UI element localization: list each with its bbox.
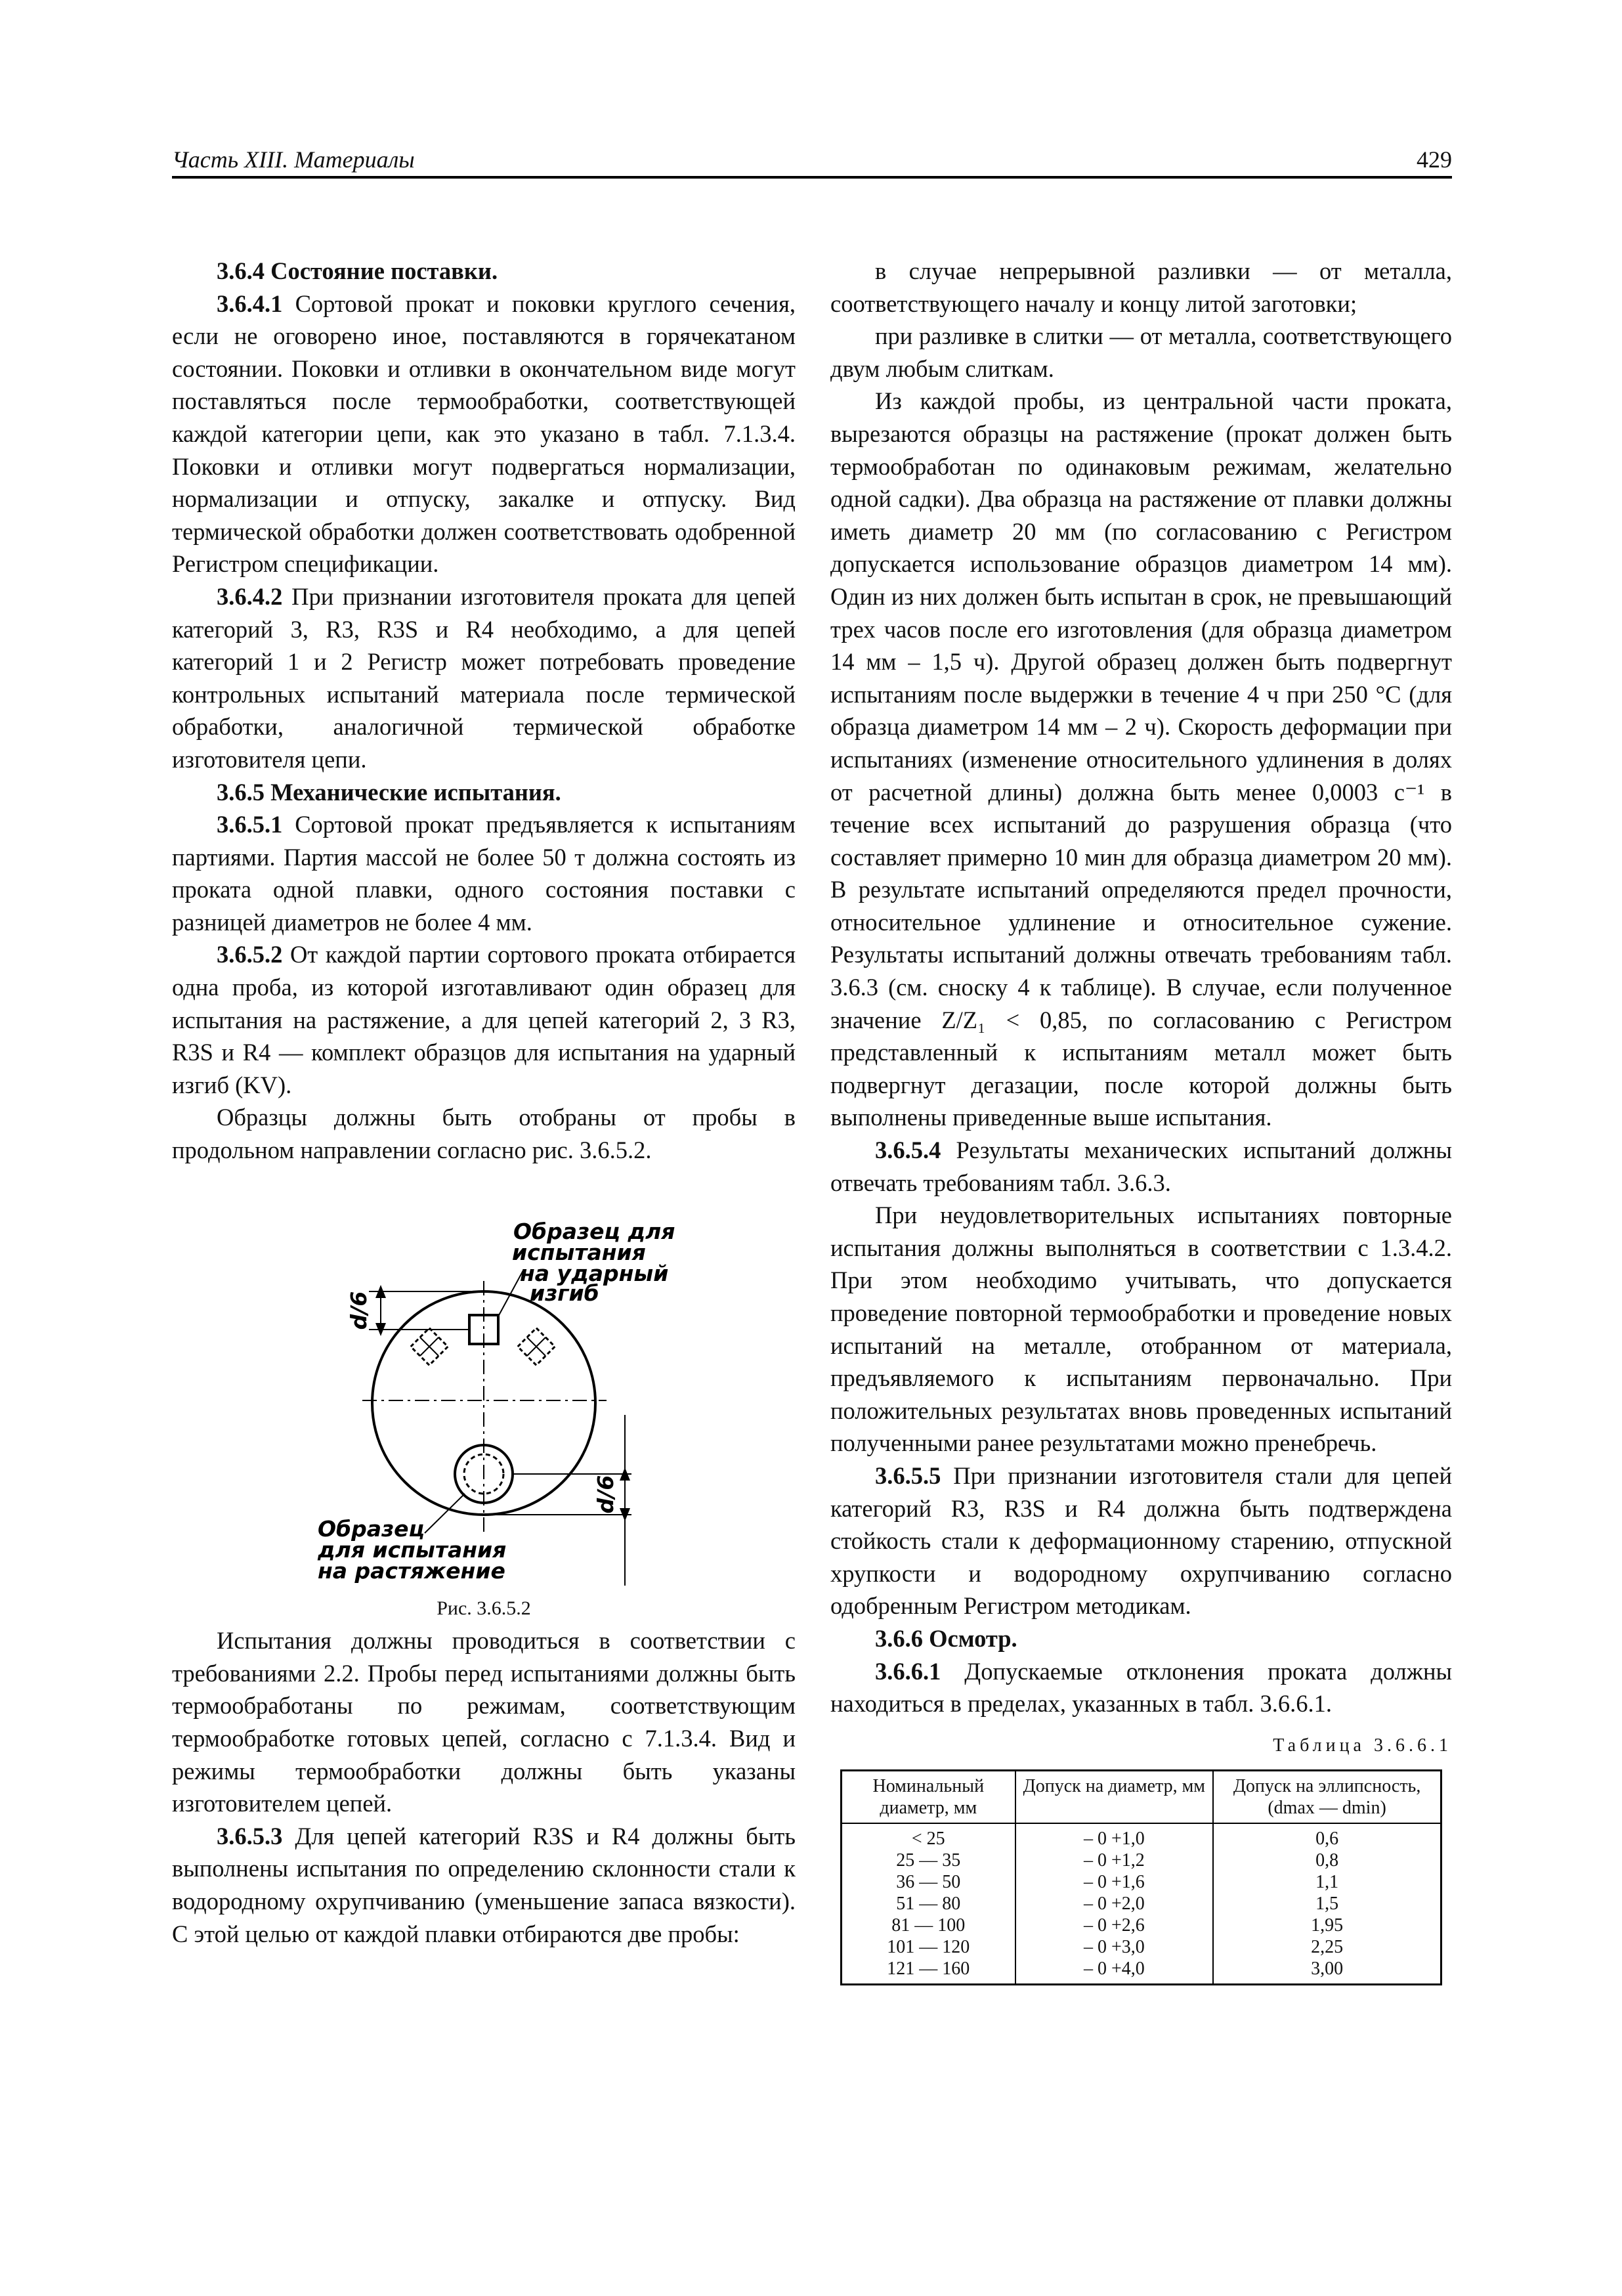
paragraph-text: Механические испытания. [265, 778, 561, 806]
right-column [830, 255, 1452, 1985]
impact-label-line-3: на ударный [520, 1260, 669, 1286]
table-header-cell: Допуск на эллипсность, (dmax — dmin) [1213, 1771, 1441, 1824]
figure-caption: Рис. 3.6.5.2 [437, 1597, 531, 1619]
clause-number: 3.6.6 [875, 1624, 923, 1652]
paragraph-text: Сортовой прокат и поковки круглого сечения, если не оговорено иное, поставляются в горячекатаном состоянии. Поковки и отливки в окончательном виде могут поставляться после термообработки, соответствующей каждой категории цепи, как это указано в табл. 7.1.3.4. Поковки и отливки могут подвергаться нормализации, нормализации и отпуску, закалке и отпуску. Вид термической обработки должен соответствовать одобренной Регистром спецификации. [172, 290, 796, 578]
paragraph [830, 1199, 1452, 1460]
header-rule [172, 176, 1452, 179]
table-cell: 81 — 100 [842, 1915, 1015, 1936]
dim-right-label: d/6 [593, 1475, 618, 1513]
clause-number: 3.6.5.2 [217, 941, 283, 968]
table-cell: 1,1 [1213, 1871, 1441, 1893]
right-text [830, 255, 1452, 1720]
tensile-label-line-1: Образец [318, 1515, 425, 1542]
dim-top-label: d/6 [346, 1291, 372, 1330]
paragraph [172, 1624, 796, 1820]
table-cell: – 0 +1,2 [1015, 1850, 1214, 1871]
impact-label-line-4: изгиб [530, 1280, 599, 1306]
table-cell: – 0 +1,0 [1015, 1823, 1214, 1850]
impact-specimen-diamond-right [518, 1328, 555, 1365]
section-heading [172, 255, 796, 288]
paragraph [830, 320, 1452, 385]
paragraph-text: При признании изготовителя проката для цепей категорий 3, R3, R3S и R4 необходимо, а для цепей категорий 1 и 2 Регистр может потребовать проведение контрольных испытаний материала после термической обработки, аналогичной термической обработке изготовителя цепи. [172, 582, 796, 773]
section-heading [830, 1622, 1452, 1655]
bar-cross-section-circle [372, 1291, 595, 1515]
table-cell: 121 — 160 [842, 1958, 1015, 1985]
table-header-cell: Номинальный диаметр, мм [842, 1771, 1015, 1824]
paragraph [830, 1460, 1452, 1622]
clause-number: 3.6.5.3 [217, 1822, 283, 1850]
table-cell: 1,5 [1213, 1893, 1441, 1915]
bar-cross-section-diagram [172, 1218, 796, 1592]
tensile-label-line-2: для испытания [318, 1536, 507, 1563]
clause-number: 3.6.4.2 [217, 582, 283, 610]
clause-number: 3.6.5 [217, 778, 265, 806]
table-cell: – 0 +2,6 [1015, 1915, 1214, 1936]
tolerance-table [840, 1769, 1442, 1985]
clause-number: 3.6.6.1 [875, 1657, 941, 1685]
left-text-before-figure [172, 255, 796, 1167]
paragraph [172, 1820, 796, 1950]
table-title: Таблица 3.6.6.1 [1273, 1735, 1452, 1756]
table-header-row [842, 1771, 1441, 1824]
paragraph [172, 580, 796, 776]
table-cell: 101 — 120 [842, 1936, 1015, 1958]
paragraph-text: Допускаемые отклонения проката должны находиться в пределах, указанных в табл. 3.6.6.1. [830, 1657, 1452, 1718]
table-cell: 25 — 35 [842, 1850, 1015, 1871]
paragraph-text: Для цепей категорий R3S и R4 должны быть выполнены испытания по определению склонности стали к водородному охрупчиванию (уменьшение запаса вязкости). С этой целью от каждой плавки отбираются две пробы: [172, 1822, 796, 1947]
impact-label-line-2: испытания [512, 1239, 646, 1265]
left-column [172, 255, 796, 1950]
clause-number: 3.6.5.5 [875, 1462, 941, 1489]
table-row [842, 1871, 1441, 1893]
paragraph-text: при разливке в слитки — от металла, соответствующего двум любым слиткам. [830, 322, 1452, 382]
paragraph-text: Сортовой прокат предъявляется к испытаниям партиями. Партия массой не более 50 т должна состоять из проката одной плавки, одного состояния поставки с разницей диаметров не более 4 мм. [172, 811, 796, 936]
paragraph [172, 938, 796, 1101]
table-cell: 1,95 [1213, 1915, 1441, 1936]
table-row [842, 1915, 1441, 1936]
table-cell: – 0 +4,0 [1015, 1958, 1214, 1985]
table-row [842, 1958, 1441, 1985]
tensile-label-line-3: на растяжение [318, 1557, 505, 1584]
figure-3-6-5-2 [172, 1218, 796, 1592]
section-heading [172, 776, 796, 809]
table-cell: 51 — 80 [842, 1893, 1015, 1915]
paragraph-text: Испытания должны проводиться в соответствии с требованиями 2.2. Пробы перед испытаниями должны быть термообработаны по режимам, соответствующим термообработке готовых цепей, согласно с 7.1.3.4. Вид и режимы термообработки должны быть указаны изготовителем цепей. [172, 1627, 796, 1817]
table-row [842, 1893, 1441, 1915]
paragraph [830, 1134, 1452, 1199]
clause-number: 3.6.5.4 [875, 1137, 941, 1164]
impact-label-line-1: Образец для [513, 1218, 675, 1244]
paragraph-text: При признании изготовителя стали для цепей категорий R3, R3S и R4 должна быть подтверждена стойкость стали к деформационному старению, отпускной хрупкости и водородному охрупчиванию согласно одобренным Регистром методикам. [830, 1462, 1452, 1620]
paragraph-text: Состояние поставки. [265, 257, 498, 284]
table-cell: 36 — 50 [842, 1871, 1015, 1893]
paragraph-text: Результаты механических испытаний должны отвечать требованиям табл. 3.6.3. [830, 1137, 1452, 1196]
paragraph [172, 1101, 796, 1166]
clause-number: 3.6.4.1 [217, 290, 283, 317]
table-row [842, 1850, 1441, 1871]
paragraph [830, 1655, 1452, 1720]
tensile-leader-line [425, 1494, 465, 1533]
table-cell: 2,25 [1213, 1936, 1441, 1958]
paragraph-text: Из каждой пробы, из центральной части проката, вырезаются образцы на растяжение (прокат должен быть термообработан по одинаковым режимам, желательно одной садки). Два образца на растяжение от плавки должны иметь диаметр 20 мм (по согласованию с Регистром допускается использование образцов диаметром 14 мм). Один из них должен быть испытан в срок, не превышающий трех часов после его изготовления (для образца диаметром 14 мм – 1,5 ч). Другой образец должен быть подвергнут испытаниям после выдержки в течение 4 ч при 250 °C (для образца диаметром 14 мм – 2 ч). Скорость деформации при испытаниях (изменение относительного удлинения в долях от расчетной длины) должна быть менее 0,0003 с⁻¹ в течение всех испытаний до разрушения образца (что составляет примерно 10 мин для образца диаметром 20 мм). В результате испытаний определяются предел прочности, относительное удлинение и относительное сужение. Результаты испытаний должны отвечать требованиям табл. 3.6.3 (см. сноску 4 к таблице). В случае, если полученное значение Z/Z₁ < 0,85, по согласованию с Регистром представленный к испытаниям металл может быть подвергнут дегазации, после которой должны быть выполнены приведенные выше испытания. [830, 387, 1452, 1131]
paragraph [172, 288, 796, 580]
running-title: Часть XIII. Материалы [172, 146, 415, 173]
clause-number: 3.6.4 [217, 257, 265, 284]
table-row [842, 1936, 1441, 1958]
paragraph-text: в случае непрерывной разливки — от металла, соответствующего началу и концу литой заготовки; [830, 257, 1452, 317]
paragraph-text: Осмотр. [923, 1624, 1017, 1652]
paragraph [830, 385, 1452, 1134]
paragraph-text: При неудовлетворительных испытаниях повторные испытания должны выполняться в соответствии с 1.3.4.2. При этом необходимо учитывать, что допускается проведение повторной термообработки и проведение новых испытаний на металле, отобранном от материала, предъявляемого к испытаниям первоначально. При положительных результатах вновь проведенных испытаний полученными ранее результатами можно пренебречь. [830, 1202, 1452, 1457]
paragraph [830, 255, 1452, 320]
impact-specimen-diamond-left [411, 1328, 448, 1365]
running-header [172, 146, 1452, 179]
clause-number: 3.6.5.1 [217, 811, 283, 838]
table-cell: 0,6 [1213, 1823, 1441, 1850]
table-cell: 0,8 [1213, 1850, 1441, 1871]
paragraph [172, 808, 796, 938]
paragraph-text: От каждой партии сортового проката отбирается одна проба, из которой изготавливают один образец для испытания на растяжение, а для цепей категорий 2, 3 R3, R3S и R4 — комплект образцов для испытания на ударный изгиб (KV). [172, 941, 796, 1098]
table-header-cell: Допуск на диаметр, мм [1015, 1771, 1214, 1824]
table-cell: – 0 +3,0 [1015, 1936, 1214, 1958]
table-cell: – 0 +1,6 [1015, 1871, 1214, 1893]
page-number: 429 [1417, 146, 1452, 173]
table-row [842, 1823, 1441, 1850]
table-cell: < 25 [842, 1823, 1015, 1850]
left-text-after-figure [172, 1624, 796, 1950]
paragraph-text: Образцы должны быть отобраны от пробы в продольном направлении согласно рис. 3.6.5.2. [172, 1104, 796, 1164]
table-cell: 3,00 [1213, 1958, 1441, 1985]
table-body [842, 1823, 1441, 1985]
table-cell: – 0 +2,0 [1015, 1893, 1214, 1915]
